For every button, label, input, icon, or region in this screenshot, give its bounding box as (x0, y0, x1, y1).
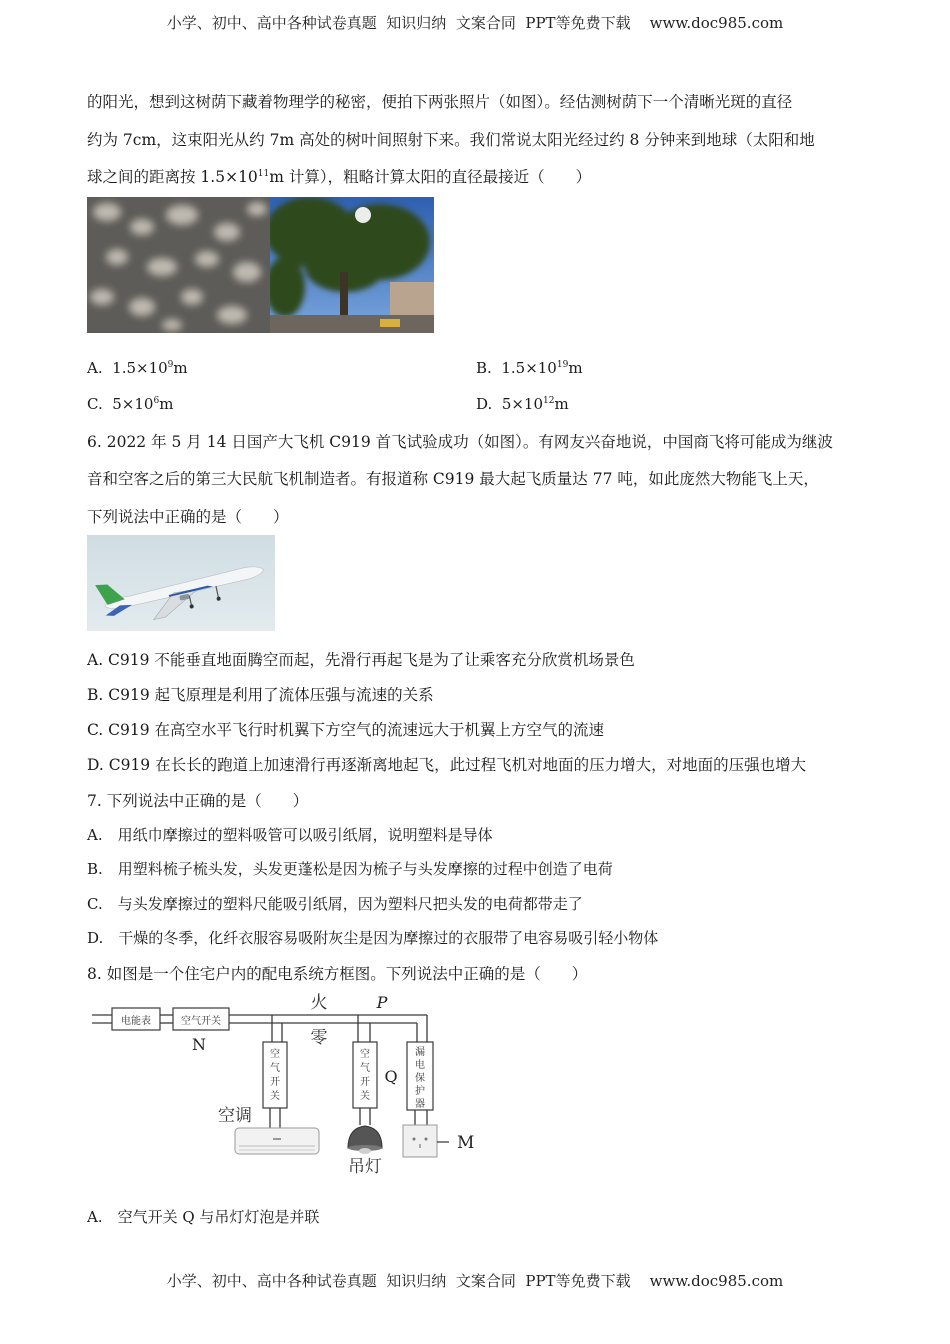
rcd-char: 电 (415, 1060, 425, 1071)
q6-option-d: D. C919 在长长的跑道上加速滑行再逐渐离地起飞，此过程飞机对地面的压力增大，对地面的压强也增大 (87, 756, 807, 774)
rcd-char: 保 (415, 1073, 425, 1084)
breaker2-char: 气 (360, 1063, 370, 1074)
main-breaker-label: 空气开关 (181, 1016, 221, 1027)
q5-option-d: D. $5\times 10^{12}m$ (476, 395, 569, 413)
q8-stem: 8. 如图是一个住宅户内的配电系统方框图。下列说法中正确的是（ ） (87, 965, 588, 983)
q6-option-b: B. C919 起飞原理是利用了流体压强与流速的关系 (87, 686, 434, 704)
tree-photo (270, 197, 434, 333)
air-conditioner-icon (235, 1128, 319, 1154)
q6-option-c: C. C919 在高空水平飞行时机翼下方空气的流速远大于机翼上方空气的流速 (87, 721, 605, 739)
q5-option-c: C. $5\times 10^6m$ (87, 395, 174, 413)
rcd-char: 漏 (415, 1047, 425, 1058)
q6-option-a: A. C919 不能垂直地面腾空而起，先滑行再起飞是为了让乘客充分欣赏机场景色 (87, 651, 635, 669)
lamp-label: 吊灯 (348, 1157, 382, 1177)
q7-option-b: B. 用塑料梳子梳头发，头发更蓬松是因为梳子与头发摩擦的过程中创造了电荷 (87, 860, 613, 878)
q5-option-a: A. $1.5\times 10^9m$ (87, 359, 188, 377)
q6-line-2: 音和空客之后的第三大民航飞机制造者。有报道称 C919 最大起飞质量达 77 吨，如此庞然大物能飞上天， (87, 470, 819, 488)
breaker1-char: 空 (270, 1049, 280, 1060)
page-header: 小学、初中、高中各种试卷真题 知识归纳 文案合同 PPT等免费下载 www.doc985.com (166, 14, 784, 32)
live-label: 火 (310, 993, 328, 1013)
breaker2-char: 关 (360, 1091, 370, 1102)
q5-line-2: 约为 7cm，这束阳光从约 7m 高处的树叶间照射下来。我们常说太阳光经过约 8 分钟来到地球（太阳和地 (87, 131, 815, 149)
q5-line-1: 的阳光，想到这树荫下藏着物理学的秘密，便拍下两张照片（如图）。经估测树荫下一个清晰光斑的直径 (87, 93, 793, 111)
q-label: Q (384, 1067, 398, 1086)
q5-line-3: 球之间的距离按 $1.5\times 10^{11}m$ 计算），粗略计算太阳的直径最接近（ ） (87, 168, 592, 186)
q7-option-a: A. 用纸巾摩擦过的塑料吸管可以吸引纸屑，说明塑料是导体 (87, 826, 493, 844)
q7-stem: 7. 下列说法中正确的是（ ） (87, 792, 309, 810)
q8-option-a: A. 空气开关 Q 与吊灯灯泡是并联 (87, 1208, 320, 1226)
q6-line-3: 下列说法中正确的是（ ） (87, 508, 289, 526)
tree-shadow-photo (87, 197, 270, 333)
q5-option-b: B. $1.5\times 10^{19}m$ (476, 359, 583, 377)
p-label: P (376, 993, 388, 1012)
n-label: N (192, 1035, 206, 1054)
neutral-label: 零 (310, 1028, 328, 1048)
breaker2-char: 空 (360, 1049, 370, 1060)
wiring-diagram (87, 990, 487, 1185)
c919-photo (87, 535, 275, 631)
rcd-char: 器 (415, 1099, 425, 1110)
m-label: M (457, 1133, 475, 1153)
meter-label: 电能表 (121, 1016, 151, 1027)
rcd-char: 护 (415, 1086, 425, 1097)
q6-line-1: 6. 2022 年 5 月 14 日国产大飞机 C919 首飞试验成功（如图）。有网友兴奋地说，中国商飞将可能成为继波 (87, 433, 833, 451)
breaker1-char: 气 (270, 1063, 280, 1074)
q7-option-c: C. 与头发摩擦过的塑料尺能吸引纸屑，因为塑料尺把头发的电荷都带走了 (87, 895, 583, 913)
pendant-lamp-icon (348, 1126, 382, 1154)
breaker1-char: 开 (270, 1077, 280, 1088)
ac-label: 空调 (218, 1106, 252, 1126)
q7-option-d: D. 干燥的冬季，化纤衣服容易吸附灰尘是因为摩擦过的衣服带了电容易吸引轻小物体 (87, 929, 659, 947)
breaker1-char: 关 (270, 1091, 280, 1102)
page-footer: 小学、初中、高中各种试卷真题 知识归纳 文案合同 PPT等免费下载 www.doc985.com (166, 1272, 784, 1290)
breaker2-char: 开 (360, 1077, 370, 1088)
socket-icon (403, 1125, 449, 1157)
